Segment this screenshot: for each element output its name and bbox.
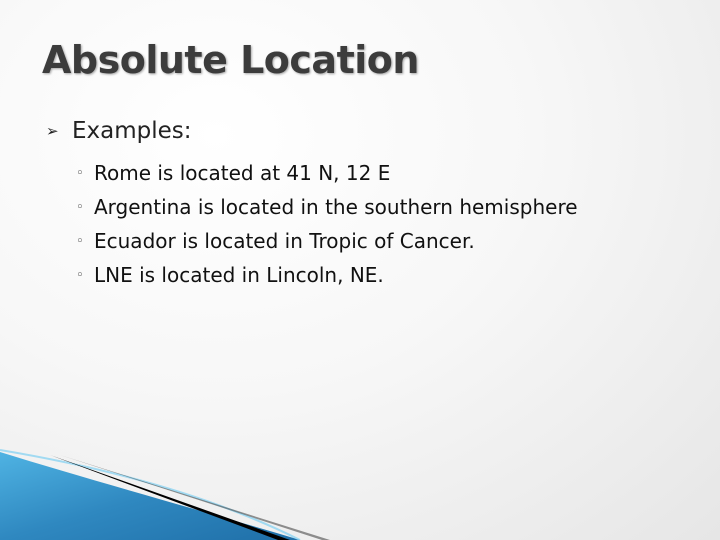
blue-swoosh-shape <box>0 452 300 540</box>
list-item-text: LNE is located in Lincoln, NE. <box>94 263 384 287</box>
list-item <box>76 258 578 292</box>
arrow-bullet-icon: ➢ <box>46 122 59 140</box>
slide-title: Absolute Location <box>42 38 419 82</box>
sub-bullet-list <box>76 156 578 292</box>
list-item-text: Ecuador is located in Tropic of Cancer. <box>94 229 475 253</box>
list-item-text: Argentina is located in the southern hemisphere <box>94 195 578 219</box>
list-item <box>76 156 578 190</box>
main-bullet-text: Examples: <box>72 118 192 144</box>
circle-bullet-icon: ◦ <box>76 165 84 181</box>
circle-bullet-icon: ◦ <box>76 267 84 283</box>
list-item-text: Rome is located at 41 N, 12 E <box>94 161 391 185</box>
main-bullet <box>46 118 192 144</box>
list-item <box>76 190 578 224</box>
circle-bullet-icon: ◦ <box>76 199 84 215</box>
circle-bullet-icon: ◦ <box>76 233 84 249</box>
list-item <box>76 224 578 258</box>
